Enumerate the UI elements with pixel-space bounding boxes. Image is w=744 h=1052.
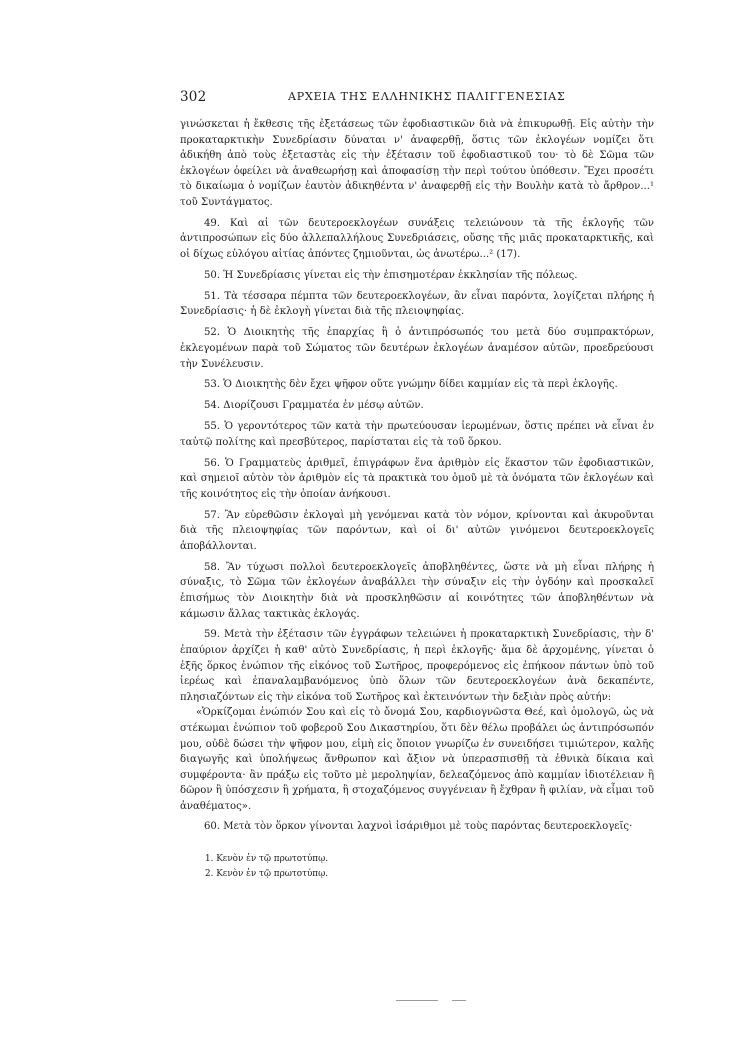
oath-text: «Ὁρκίζομαι ἐνώπιόν Σου καὶ εἰς τὸ ὄνομά Σου, καρδιογνῶστα Θεέ, καὶ ὁμολογῶ, ὡς νὰ στέκωμαι ἐνώπιον τοῦ φοβεροῦ Σου Δικαστηρίου, ὅτι δὲν θέλω προβάλει ὡς ἀντιπρόσωπόν μου, οὐδὲ δώσει τὴν ψῆφον μου, εἰμὴ εἰς ὅποιον γνωρίζω ἐν συνειδήσει τιμιώτερον, καλῆς διαγωγῆς καὶ ὑπολήψεως ἄνθρωπον καὶ ἄξιον νὰ ὑπερασπισθῇ τὰ ἐθνικὰ δίκαια καὶ συμφέροντα· ἂν πράξω εἰς τοῦτο μὲ μεροληψίαν, δελεαζόμενος ἀπὸ καμμίαν ἰδιοτέλειαν ἢ δῶρον ἢ ὑπόσχεσιν ἢ χρήματα, ἢ στοχαζόμενος συγγένειαν ἢ ἔχθραν ἢ φιλίαν, νὰ εἶμαι τοῦ ἀναθέματος». — [180, 707, 654, 813]
page-number: 302 — [180, 89, 207, 105]
article-49: 49. Καὶ αἱ τῶν δευτεροεκλογέων συνάξεις τελειώνουν τὰ τῆς ἐκλογῆς τῶν ἀντιπροσώπων εἰς δύο ἀλλεπαλλήλους Συνεδριάσεις, οὔσης τῆς μιᾶς προκαταρκτικῆς, καὶ οἱ δίχως εὐλόγου αἰτίας ἀπόντες ζημιοῦνται, ὡς ἀνωτέρω...² (17). — [180, 217, 654, 261]
paragraph-continuation: γινώσκεται ἡ ἔκθεσις τῆς ἐξετάσεως τῶν ἐφοδιαστικῶν διὰ νὰ ἐπικυρωθῇ. Εἰς αὐτὴν τὴν προκαταρκτικὴν Συνεδρίασιν δύναται ν' ἀναφερθῇ, ὅστις τῶν ἐκλογέων νομίζει ὅτι ἀδικήθη ἀπὸ τοὺς ἐξεταστὰς εἰς τὴν ἐξέτασιν τοῦ ἐφοδιαστικοῦ του· τὸ δὲ Σῶμα τῶν ἐκλογέων ὀφείλει νὰ ἀναθεωρήσῃ καὶ ἀποφασίσῃ τὴν περὶ τούτου ὑπόθεσιν. Ἔχει προσέτι τὸ δικαίωμα ὁ νομίζων ἑαυτὸν ἀδικηθέντα ν' ἀναφερθῇ εἰς τὴν Βουλὴν κατὰ τὸ ἄρθρον...¹ τοῦ Συντάγματος. — [180, 119, 654, 208]
running-title: ΑΡΧΕΙΑ ΤΗΣ ΕΛΛΗΝΙΚΗΣ ΠΑΛΙΓΓΕΝΕΣΙΑΣ — [288, 90, 566, 103]
scan-artifact-line — [452, 1000, 466, 1001]
scan-artifact-line — [396, 1000, 438, 1001]
footnote-1: 1. Κενὸν ἐν τῷ πρωτοτύπῳ. — [205, 854, 329, 864]
article-52: 52. Ὁ Διοικητὴς τῆς ἐπαρχίας ἢ ὁ ἀντιπρόσωπός του μετὰ δύο συμπρακτόρων, ἐκλεγομένων παρὰ τοῦ Σώματος τῶν δευτέρων ἐκλογέων ἀναμέσον αὐτῶν, προεδρεύουσι τὴν Συνέλευσιν. — [180, 327, 654, 370]
article-57: 57. Ἂν εὑρεθῶσιν ἐκλογαὶ μὴ γενόμεναι κατὰ τὸν νόμον, κρίνονται καὶ ἀκυροῦνται διὰ τῆς πλειοψηφίας τῶν παρόντων, καὶ οἱ δι' αὐτῶν γινόμενοι δευτεροεκλογεῖς ἀποβάλλονται. — [180, 509, 654, 552]
footnote-2: 2. Κενὸν ἐν τῷ πρωτοτύπῳ. — [205, 869, 329, 879]
article-56: 56. Ὁ Γραμματεὺς ἀριθμεῖ, ἐπιγράφων ἕνα ἀριθμὸν εἰς ἕκαστον τῶν ἐφοδιαστικῶν, καὶ σημειοῖ αὐτὸν τὸν ἀριθμὸν εἰς τὰ πρακτικὰ του ὁμοῦ μὲ τὰ ὀνόματα τῶν ἐκλογέων καὶ τῆς κοινότητος εἰς τὴν ὁποίαν ἀνήκουσι. — [180, 457, 654, 500]
article-54: 54. Διορίζουσι Γραμματέα ἐν μέσῳ αὐτῶν. — [204, 400, 424, 412]
article-53: 53. Ὁ Διοικητὴς δὲν ἔχει ψῆφον οὔτε γνώμην δίδει καμμίαν εἰς τὰ περὶ ἐκλογῆς. — [204, 379, 618, 391]
article-50: 50. Ἡ Συνεδρίασις γίνεται εἰς τὴν ἐπισημοτέραν ἐκκλησίαν τῆς πόλεως. — [204, 269, 578, 281]
article-58: 58. Ἂν τύχωσι πολλοὶ δευτεροεκλογεῖς ἀποβληθέντες, ὥστε νὰ μὴ εἶναι πλήρης ἡ σύναξις, τὸ Σῶμα τῶν ἐκλογέων ἀναβάλλει τὴν σύναξιν εἰς τὴν ὀγδόην καὶ προσκαλεῖ ἐπισήμως τὸν Διοικητὴν διὰ νὰ προσκληθῶσιν αἱ κοινότητες τῶν ἀποβληθέντων νὰ κάμωσιν ἄλλας τακτικὰς ἐκλογάς. — [180, 561, 654, 620]
article-60: 60. Μετὰ τὸν ὅρκον γίνονται λαχνοὶ ἰσάριθμοι μὲ τοὺς παρόντας δευτεροεκλογεῖς· — [204, 820, 633, 832]
main-text — [180, 117, 654, 840]
article-55: 55. Ὁ γεροντότερος τῶν κατὰ τὴν πρωτεύουσαν ἱερωμένων, ὅστις πρέπει νὰ εἶναι ἐν ταὐτῷ πολίτης καὶ πρεσβύτερος, παρίσταται εἰς τὰ τοῦ ὅρκου. — [180, 421, 654, 448]
article-51: 51. Τὰ τέσσαρα πέμπτα τῶν δευτεροεκλογέων, ἂν εἶναι παρόντα, λογίζεται πλήρης ἡ Συνεδρίασις· ἡ δὲ ἐκλογὴ γίνεται διὰ τῆς πλειοψηφίας. — [180, 290, 654, 318]
article-59: 59. Μετὰ τὴν ἐξέτασιν τῶν ἐγγράφων τελειώνει ἡ προκαταρκτικὴ Συνεδρίασις, τὴν δ' ἐπαύριον ἀρχίζει ἡ καθ' αὐτὸ Συνεδρίασις, ἡ περὶ ἐκλογῆς· ἅμα δὲ ἀρχομένης, γίνεται ὁ ἑξῆς ὅρκος ἐνώπιον τῆς εἰκόνος τοῦ Σωτῆρος, προφερόμενος εἰς ἐπήκοον πάντων ὑπὸ τοῦ ἱερέως καὶ ἐπαναλαμβανόμενος ὑπὸ ὅλων τῶν δευτεροεκλογέων ἀνὰ δεκαπέντε, πλησιαζόντων εἰς τὴν εἰκόνα τοῦ Σωτῆρος καὶ ἐκτεινόντων τὴν δεξιὰν πρὸς αὐτήν: — [180, 629, 654, 703]
footnotes — [205, 852, 328, 882]
